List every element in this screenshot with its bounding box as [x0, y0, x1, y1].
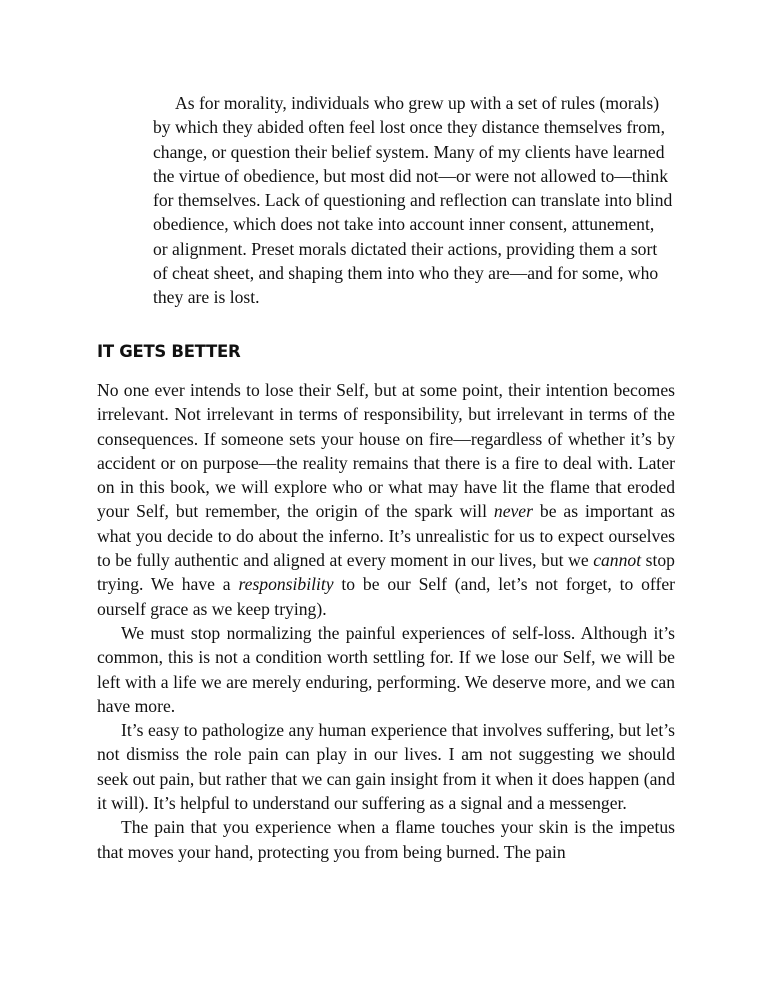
- body-text: [97, 378, 675, 864]
- paragraph-4: The pain that you experience when a flame touches your skin is the impetus that moves your hand, protecting you from being burned. The pain: [97, 817, 675, 862]
- paragraph-1-text-d: to be our Self (and, let’s not forget, to offer ourself grace as we keep trying).: [97, 574, 675, 619]
- paragraph-1-text-c: stop trying. We have a: [97, 550, 675, 595]
- paragraph-1: [97, 378, 675, 621]
- emphasis-cannot: cannot: [593, 550, 642, 571]
- paragraph-1-text-b: be as important as what you decide to do about the inferno. It’s unrealistic for us to expect ourselves to be fully authentic and aligned at every moment in our lives, but we: [97, 501, 675, 571]
- paragraph-3: It’s easy to pathologize any human experience that involves suffering, but let’s not dismiss the role pain can play in our lives. I am not suggesting we should seek out pain, but rather that we can gain insight from it when it does happen (and it will). It’s helpful to understand our suffering as a signal and a messenger.: [97, 720, 675, 814]
- emphasis-never: never: [493, 501, 533, 522]
- paragraph-1-text-a: No one ever intends to lose their Self, but at some point, their intention becomes irrelevant. Not irrelevant in terms of responsibility, but irrelevant in terms of the consequences. If someone sets your house on fire—regardless of whether it’s by accident or on purpose—the reality remains that there is a fire to deal with. Later on in this book, we will explore who or what may have lit the flame that eroded your Self, but remember, the origin of the spark will: [97, 380, 675, 522]
- block-quote-paragraph: As for morality, individuals who grew up with a set of rules (morals) by which they abided often feel lost once they distance themselves from, change, or question their belief system. Many of my clients have learned the virtue of obedience, but most did not—or were not allowed to—think for themselves. Lack of questioning and reflection can translate into blind obedience, which does not take into account inner consent, attunement, or alignment. Preset morals dictated their actions, providing them a sort of cheat sheet, and shaping them into who they are—and for some, who they are is lost.: [153, 93, 673, 308]
- emphasis-responsibility: responsibility: [238, 574, 334, 595]
- paragraph-2: We must stop normalizing the painful experiences of self-loss. Although it’s common, this is not a condition worth settling for. If we lose our Self, we will be left with a life we are merely enduring, performing. We deserve more, and we can have more.: [97, 622, 675, 716]
- section-heading: IT GETS BETTER: [97, 342, 241, 361]
